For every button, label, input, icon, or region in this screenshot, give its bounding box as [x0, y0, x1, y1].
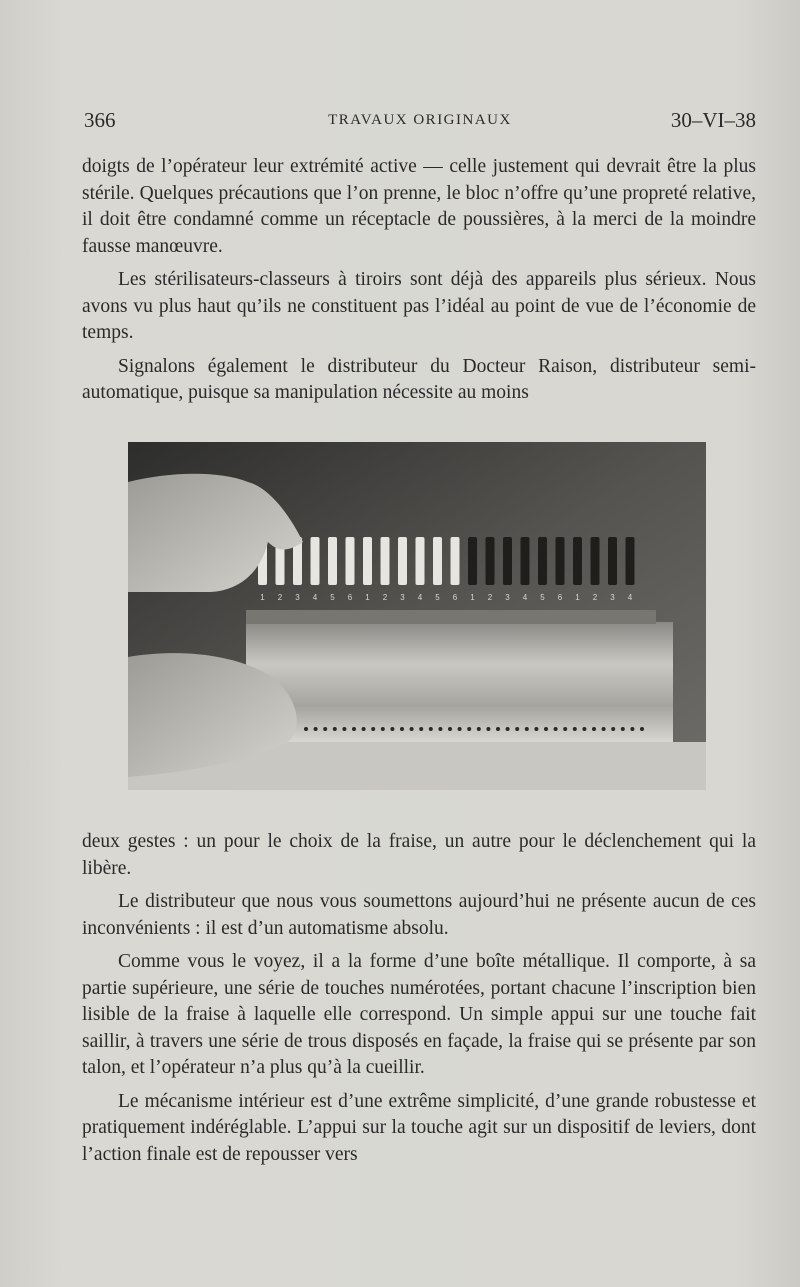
key — [486, 537, 495, 585]
outlet-hole — [362, 727, 366, 731]
outlet-hole — [515, 727, 519, 731]
paragraph: Le mécanisme intérieur est d’une extrême simplicité, d’une grande robustesse et pratiquement indéréglable. L’appui sur la touche agit sur un dispositif de leviers, dont l’action finale est de repousser vers — [82, 1090, 756, 1165]
outlet-hole — [333, 727, 337, 731]
key-number: 3 — [610, 593, 615, 602]
key-number: 4 — [522, 593, 528, 602]
text-block-bottom — [82, 829, 756, 1175]
key-number: 2 — [487, 593, 493, 602]
outlet-hole — [611, 727, 615, 731]
text-block-top — [82, 154, 756, 414]
outlet-hole — [544, 727, 548, 731]
key — [416, 537, 425, 585]
outlet-hole — [554, 727, 558, 731]
key — [398, 537, 407, 585]
outlet-hole — [448, 727, 452, 731]
key-number: 3 — [505, 593, 510, 602]
outlet-hole — [630, 727, 634, 731]
key-number: 4 — [627, 593, 633, 602]
paragraph: deux gestes : un pour le choix de la fraise, un autre pour le déclenchement qui la libère. — [82, 831, 756, 879]
outlet-hole — [563, 727, 567, 731]
key — [608, 537, 617, 585]
page-number: 366 — [84, 108, 116, 132]
key-number: 4 — [417, 593, 423, 602]
key — [503, 537, 512, 585]
outlet-hole — [419, 727, 423, 731]
key-number: 5 — [540, 593, 545, 602]
outlet-hole — [371, 727, 375, 731]
outlet-hole — [458, 727, 462, 731]
outlet-hole — [390, 727, 394, 731]
key — [433, 537, 442, 585]
outlet-hole — [400, 727, 404, 731]
outlet-hole — [467, 727, 471, 731]
key-number: 2 — [277, 593, 283, 602]
outlet-hole — [582, 727, 586, 731]
outlet-hole — [381, 727, 385, 731]
outlet-hole — [506, 727, 510, 731]
key — [363, 537, 372, 585]
paragraph: Comme vous le voyez, il a la forme d’une boîte métallique. Il comporte, à sa partie supérieure, une série de touches numérotées, portant chacune l’inscription bien lisible de la fraise à laquelle elle correspond. Un simple appui sur une touche fait saillir, à travers une série de trous disposés en façade, la fraise qui se présente par son talon, et l’opérateur n’a plus qu’à la cueillir. — [82, 951, 756, 1078]
key-number: 1 — [575, 593, 580, 602]
key-number: 6 — [557, 593, 563, 602]
paragraph: doigts de l’opérateur leur extrémité active — celle justement qui devrait être la plus stérile. Quelques précautions que l’on prenne, le bloc n’offre qu’une propreté relative, il doit être condamné comme un réceptacle de poussières, à la merci de la moindre fausse manœuvre. — [82, 156, 756, 257]
key — [328, 537, 337, 585]
outlet-hole — [496, 727, 500, 731]
key — [381, 537, 390, 585]
paragraph: Les stérilisateurs-classeurs à tiroirs sont déjà des appareils plus sérieux. Nous avons vu plus haut qu’ils ne constituent pas l’idéal au point de vue de l’économie de temps. — [82, 269, 756, 343]
paragraph: Signalons également le distributeur du Docteur Raison, distributeur semi-automatique, puisque sa manipulation nécessite au moins — [82, 355, 756, 403]
outlet-hole — [573, 727, 577, 731]
key-number: 3 — [400, 593, 405, 602]
key — [311, 537, 320, 585]
outlet-hole — [314, 727, 318, 731]
outlet-hole — [410, 727, 414, 731]
issue-date: 30–VI–38 — [670, 108, 756, 132]
outlet-hole — [602, 727, 606, 731]
paragraph: Le distributeur que nous vous soumettons aujourd’hui ne présente aucun de ces inconvénients : il est d’un automatisme absolu. — [82, 891, 756, 939]
key-number: 6 — [347, 593, 353, 602]
outlet-hole — [438, 727, 442, 731]
key-number: 1 — [260, 593, 265, 602]
key — [591, 537, 600, 585]
outlet-hole — [621, 727, 625, 731]
key-number: 4 — [312, 593, 318, 602]
outlet-hole — [486, 727, 490, 731]
outlet-hole — [342, 727, 346, 731]
key — [556, 537, 565, 585]
outlet-hole — [592, 727, 596, 731]
outlet-hole — [429, 727, 433, 731]
key-number: 3 — [295, 593, 300, 602]
photo-illustration — [128, 442, 706, 790]
key — [626, 537, 635, 585]
key-number: 6 — [452, 593, 458, 602]
key — [521, 537, 530, 585]
running-title: TRAVAUX ORIGINAUX — [328, 112, 512, 128]
page-header — [84, 108, 756, 138]
outlet-hole — [352, 727, 356, 731]
key-number: 1 — [470, 593, 475, 602]
key — [538, 537, 547, 585]
key-number: 5 — [435, 593, 440, 602]
key — [468, 537, 477, 585]
outlet-hole — [304, 727, 308, 731]
key-number: 2 — [382, 593, 388, 602]
photo-distributor-device — [128, 442, 706, 790]
key-number: 5 — [330, 593, 335, 602]
outlet-hole — [477, 727, 481, 731]
outlet-hole — [640, 727, 644, 731]
outlet-hole — [323, 727, 327, 731]
outlet-hole — [525, 727, 529, 731]
key — [451, 537, 460, 585]
key-number: 1 — [365, 593, 370, 602]
outlet-hole — [534, 727, 538, 731]
key-number: 2 — [592, 593, 598, 602]
key — [573, 537, 582, 585]
key — [346, 537, 355, 585]
